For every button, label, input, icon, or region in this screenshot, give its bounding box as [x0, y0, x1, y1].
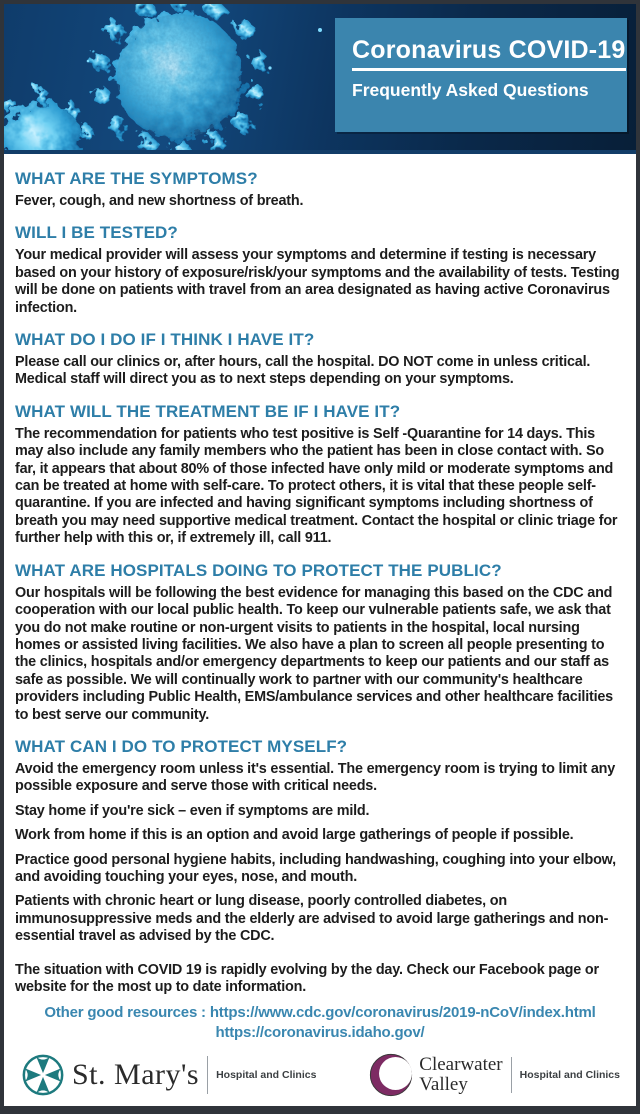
- section-protect-myself: [15, 738, 625, 946]
- section-paragraph: Our hospitals will be following the best evidence for managing this based on the CDC and cooperation with our local public health. To keep our vulnerable patients safe, we ask that you do not make routine or non-urgent visits to patients in the hospital, local nursing homes or assisted living facilities. We also have a plan to screen all people presenting to the clinics, hospitals and/or emergency departments to keep our patients and our staff as safe as possible. We will continually work to partner with our community's healthcare providers including Public Health, EMS/ambulance services and other healthcare facilities to best serve our community.: [15, 584, 613, 723]
- section-paragraph: Please call our clinics or, after hours, call the hospital. DO NOT come in unless critical. Medical staff will direct you as to next steps depending on your symptoms.: [15, 354, 591, 388]
- coronavirus-image: [4, 4, 349, 154]
- clearwater-logo: [369, 1053, 620, 1097]
- section-tested: [15, 224, 625, 317]
- section-paragraph: Patients with chronic heart or lung disease, poorly controlled diabetes, on immunosuppressive meds and the elderly are advised to avoid large gatherings and non-essential travel as advised by the CDC.: [15, 893, 609, 945]
- faq-content: [4, 154, 636, 1048]
- section-heading: WHAT WILL THE TREATMENT BE IF I HAVE IT?: [15, 401, 401, 421]
- stmarys-tagline: Hospital and Clinics: [216, 1069, 317, 1081]
- stmarys-cross-icon: [20, 1052, 66, 1098]
- section-paragraph: Fever, cough, and new shortness of breath.: [15, 193, 304, 209]
- page-title: Coronavirus COVID-19: [352, 36, 626, 71]
- section-heading: WHAT CAN I DO TO PROTECT MYSELF?: [15, 736, 348, 756]
- clearwater-tagline: Hospital and Clinics: [519, 1069, 620, 1081]
- footer-logos: [4, 1048, 636, 1106]
- section-heading: WILL I BE TESTED?: [15, 223, 178, 243]
- resources-links: [15, 1003, 625, 1043]
- logo-divider: [511, 1057, 512, 1093]
- stmarys-name: St. Mary's: [72, 1058, 200, 1091]
- section-hospitals: [15, 562, 625, 724]
- section-paragraph: Practice good personal hygiene habits, including handwashing, coughing into your elbow, and avoiding touching your eyes, nose, and mouth.: [15, 851, 616, 885]
- section-symptoms: [15, 170, 625, 210]
- closing-note: The situation with COVID 19 is rapidly evolving by the day. Check our Facebook page or website for the most up to date information.: [15, 961, 599, 995]
- section-paragraph: The recommendation for patients who test positive is Self -Quarantine for 14 days. This may also include any family members who the patient has been in close contact with. So far, it appears that about 80% of those infected have only mild or moderate symptoms and can be treated at home with self-care. To protect others, it is vital that these people self-quarantine. If you are infected and having significant symptoms including shortness of breath you may need supportive medical treatment. Contact the hospital or clinic triage for further help with this or, if extremely ill, call 911.: [15, 425, 618, 547]
- title-box: [335, 18, 627, 132]
- page-subtitle: Frequently Asked Questions: [352, 80, 589, 100]
- logo-divider: [207, 1056, 208, 1094]
- section-paragraph: Avoid the emergency room unless it's essential. The emergency room is trying to limit any possible exposure and serve those with critical needs.: [15, 760, 616, 795]
- header-banner: [4, 4, 636, 154]
- resource-link-idaho: https://coronavirus.idaho.gov/: [215, 1024, 425, 1042]
- clearwater-name-line1: Clearwater: [419, 1054, 503, 1075]
- section-paragraph: Work from home if this is an option and avoid large gatherings of people if possible.: [15, 827, 574, 844]
- section-treatment: [15, 403, 625, 548]
- clearwater-ring-icon: [369, 1053, 413, 1097]
- stmarys-logo: [20, 1052, 316, 1098]
- section-heading: WHAT ARE THE SYMPTOMS?: [15, 169, 258, 188]
- clearwater-name-line2: Valley: [419, 1074, 468, 1095]
- section-paragraph: Your medical provider will assess your symptoms and determine if testing is necessary based on your history of exposure/risk/your symptoms and the availability of tests. Testing will be done on patients with travel from an area designated as having active Coronavirus infection.: [15, 247, 620, 316]
- clearwater-name: [419, 1055, 502, 1095]
- section-paragraph: Stay home if you're sick – even if symptoms are mild.: [15, 802, 370, 819]
- section-heading: WHAT DO I DO IF I THINK I HAVE IT?: [15, 330, 315, 350]
- resource-link-cdc: Other good resources : https://www.cdc.gov/coronavirus/2019-nCoV/index.html: [44, 1004, 596, 1022]
- section-think-i-have-it: [15, 331, 625, 389]
- section-heading: WHAT ARE HOSPITALS DOING TO PROTECT THE PUBLIC?: [15, 560, 502, 580]
